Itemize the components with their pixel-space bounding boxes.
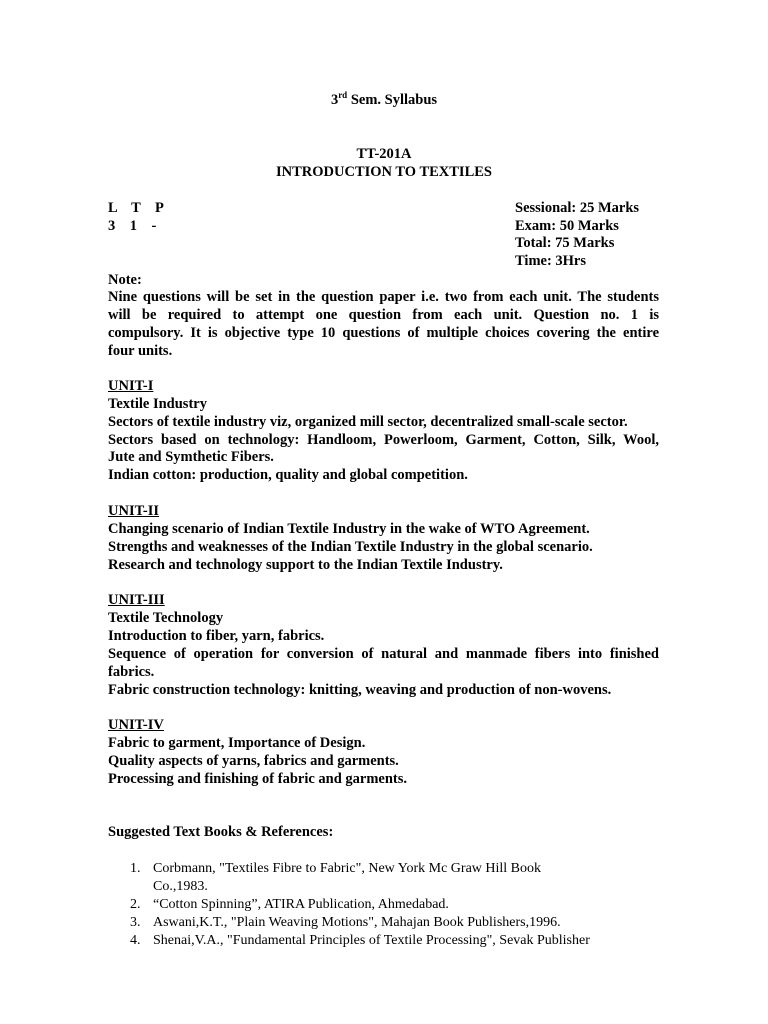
- note-line: Nine questions will be set in the question paper i.e. two from each unit. The students: [108, 289, 659, 305]
- unit-line: Sectors of textile industry viz, organized mill sector, decentralized small-scale sector.: [108, 414, 628, 430]
- total-marks: Total: 75 Marks: [515, 235, 615, 251]
- note-line: four units.: [108, 343, 173, 359]
- reference-text-cont: Co.,1983.: [153, 879, 208, 894]
- unit-heading: UNIT-III: [108, 592, 165, 608]
- exam-marks: Exam: 50 Marks: [515, 218, 619, 234]
- reference-item: [130, 932, 590, 950]
- reference-text: Shenai,V.A., "Fundamental Principles of Textile Processing", Sevak Publisher: [153, 933, 590, 948]
- unit-line: Jute and Symthetic Fibers.: [108, 449, 274, 465]
- unit-line: Fabric construction technology: knitting, weaving and production of non-wovens.: [108, 682, 612, 698]
- unit-line: Fabric to garment, Importance of Design.: [108, 735, 366, 751]
- semester-title: [0, 92, 768, 110]
- course-code: TT-201A: [356, 146, 412, 162]
- reference-number: 1.: [130, 861, 141, 876]
- exam-time: Time: 3Hrs: [515, 253, 587, 269]
- unit-heading: UNIT-II: [108, 503, 160, 519]
- semester-ordinal: rd: [338, 90, 348, 101]
- sessional-marks: Sessional: 25 Marks: [515, 200, 640, 216]
- reference-text: Aswani,K.T., "Plain Weaving Motions", Mahajan Book Publishers,1996.: [153, 915, 561, 930]
- unit-heading: UNIT-I: [108, 378, 154, 394]
- unit-line: Quality aspects of yarns, fabrics and garments.: [108, 753, 399, 769]
- semester-number: 3: [330, 92, 339, 108]
- note-line: will be required to attempt one question from each unit. Question no. 1 is: [108, 307, 659, 323]
- reference-item: [130, 860, 541, 878]
- unit-line: Textile Industry: [108, 396, 207, 412]
- reference-text: Corbmann, "Textiles Fibre to Fabric", New York Mc Graw Hill Book: [153, 861, 542, 876]
- reference-number: 3.: [130, 915, 141, 930]
- unit-line: fabrics.: [108, 664, 155, 680]
- reference-number: 4.: [130, 933, 141, 948]
- unit-line: Processing and finishing of fabric and garments.: [108, 771, 408, 787]
- unit-line: Textile Technology: [108, 610, 224, 626]
- reference-number: 2.: [130, 897, 141, 912]
- course-title: INTRODUCTION TO TEXTILES: [276, 164, 492, 180]
- ltp-values: 3 1 -: [108, 218, 157, 234]
- reference-text: “Cotton Spinning”, ATIRA Publication, Ahmedabad.: [153, 897, 449, 912]
- reference-item: [130, 896, 449, 914]
- unit-line: Indian cotton: production, quality and global competition.: [108, 467, 468, 483]
- reference-item: [130, 914, 561, 932]
- unit-line: Strengths and weaknesses of the Indian Textile Industry in the global scenario.: [108, 539, 593, 555]
- unit-line: Sequence of operation for conversion of natural and manmade fibers into finished: [108, 646, 659, 662]
- unit-line: Introduction to fiber, yarn, fabrics.: [108, 628, 325, 644]
- note-heading: Note:: [108, 272, 142, 288]
- note-line: compulsory. It is objective type 10 questions of multiple choices covering the entire: [108, 325, 659, 341]
- unit-heading: UNIT-IV: [108, 717, 164, 733]
- unit-line: Changing scenario of Indian Textile Industry in the wake of WTO Agreement.: [108, 521, 590, 537]
- ltp-labels: L T P: [108, 200, 164, 216]
- unit-line: Sectors based on technology: Handloom, Powerloom, Garment, Cotton, Silk, Wool,: [108, 432, 659, 448]
- semester-label: Sem. Syllabus: [347, 92, 438, 108]
- references-heading: Suggested Text Books & References:: [108, 824, 334, 840]
- unit-line: Research and technology support to the Indian Textile Industry.: [108, 557, 503, 573]
